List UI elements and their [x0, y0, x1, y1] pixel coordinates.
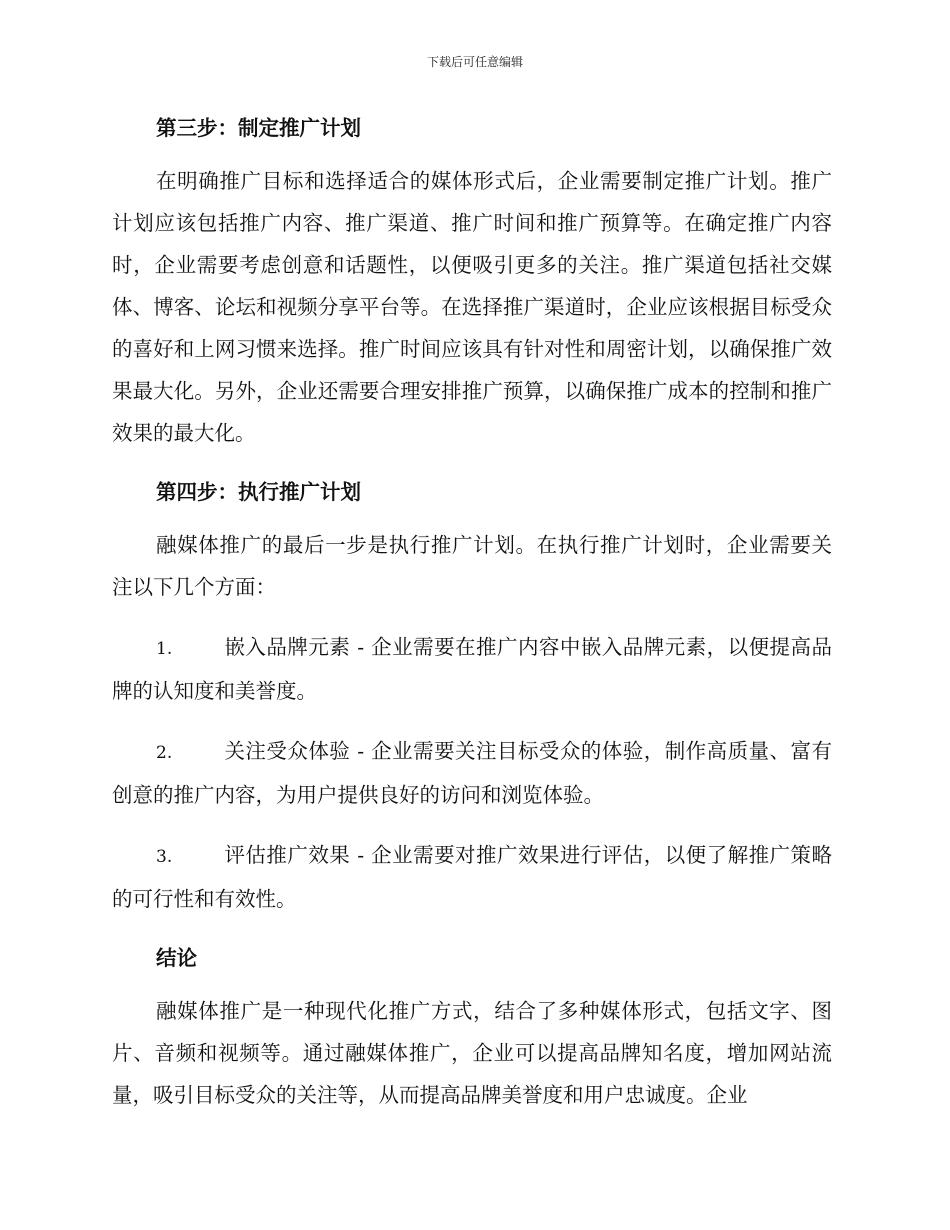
document-body [112, 108, 832, 1116]
step4-heading: 第四步：执行推广计划 [156, 480, 361, 504]
page-header: 下载后可任意编辑 [426, 55, 523, 69]
list-item [112, 626, 832, 712]
conclusion-heading: 结论 [156, 946, 197, 970]
list-item-text: 评估推广效果 - 企业需要对推广效果进行评估，以便了解推广策略的可行性和有效性。 [112, 843, 832, 911]
step4-list [112, 626, 832, 920]
list-item-number: 1. [156, 639, 173, 659]
step3-paragraph: 在明确推广目标和选择适合的媒体形式后，企业需要制定推广计划。推广计划应该包括推广内容、推广渠道、推广时间和推广预算等。在确定推广内容时，企业需要考虑创意和话题性，以便吸引更多的关注。推广渠道包括社交媒体、博客、论坛和视频分享平台等。在选择推广渠道时，企业应该根据目标受众的喜好和上网习惯来选择。推广时间应该具有针对性和周密计划，以确保推广效果最大化。另外，企业还需要合理安排推广预算，以确保推广成本的控制和推广效果的最大化。 [112, 169, 832, 445]
conclusion-paragraph: 融媒体推广是一种现代化推广方式，结合了多种媒体形式，包括文字、图片、音频和视频等。通过融媒体推广，企业可以提高品牌知名度，增加网站流量，吸引目标受众的关注等，从而提高品牌美誉度和用户忠诚度。企业 [112, 999, 832, 1107]
list-item-number: 3. [156, 847, 173, 867]
list-item [112, 834, 832, 920]
list-item-text: 嵌入品牌元素 - 企业需要在推广内容中嵌入品牌元素，以便提高品牌的认知度和美誉度。 [112, 635, 832, 703]
step4-paragraph: 融媒体推广的最后一步是执行推广计划。在执行推广计划时，企业需要关注以下几个方面： [112, 533, 832, 599]
list-item-text: 关注受众体验 - 企业需要关注目标受众的体验，制作高质量、富有创意的推广内容，为用户提供良好的访问和浏览体验。 [112, 739, 832, 807]
step3-heading: 第三步：制定推广计划 [156, 116, 361, 140]
list-item-number: 2. [156, 743, 173, 763]
list-item [112, 730, 832, 816]
